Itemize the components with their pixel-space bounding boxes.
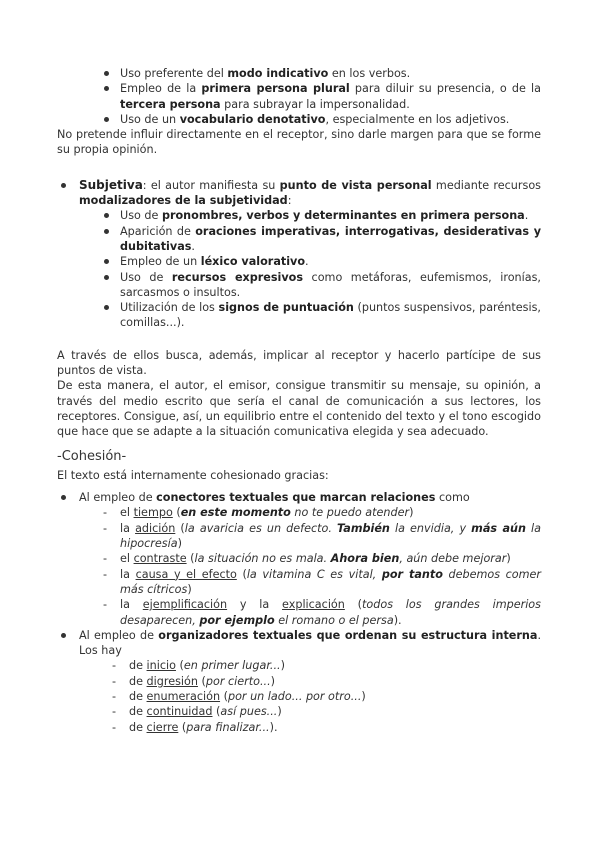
- bullet-icon: [104, 305, 109, 310]
- paragraph: El texto está internamente cohesionado gracias:: [57, 468, 329, 482]
- list-item: - el tiempo (en este momento no te puedo atender): [103, 506, 414, 520]
- bullet-icon: [61, 633, 66, 638]
- list-item: Empleo de la primera persona plural para diluir su presencia, o de la tercera persona para subrayar la impersonalidad.: [57, 81, 541, 112]
- list-item: - la causa y el efecto (la vitamina C es vital, por tanto debemos comer más cítricos): [103, 567, 541, 596]
- list-item: - la ejemplificación y la explicación (todos los grandes imperios desaparecen, por ejemplo el romano o el persa).: [103, 598, 541, 627]
- bullet-icon: [104, 259, 109, 264]
- list-item: Uso de pronombres, verbos y determinantes en primera persona.: [57, 208, 541, 223]
- list-item: - de continuidad (así pues...): [112, 705, 282, 719]
- list-item: - de inicio (en primer lugar...): [112, 659, 285, 673]
- list-item: Al empleo de organizadores textuales que ordenan su estructura interna. Los hay: [57, 628, 541, 659]
- bullet-icon: [61, 183, 66, 188]
- bullet-icon: [104, 117, 109, 122]
- bullet-icon: [104, 86, 109, 91]
- list-item-subjetiva: Subjetiva: el autor manifiesta su punto de vista personal mediante recursos modalizadores de la subjetividad:: [57, 178, 541, 209]
- list-item: - la adición (la avaricia es un defecto. También la envidia, y más aún la hipocresía): [103, 521, 541, 551]
- bullet-icon: [104, 213, 109, 218]
- dash-icon: -: [112, 674, 117, 688]
- list-item: - el contraste (la situación no es mala. Ahora bien, aún debe mejorar): [103, 552, 511, 566]
- list-item: Uso de recursos expresivos como metáforas, eufemismos, ironías, sarcasmos o insultos.: [57, 270, 541, 301]
- document-page: [57, 66, 541, 735]
- list-item: Utilización de los signos de puntuación (puntos suspensivos, paréntesis, comillas...).: [57, 300, 541, 331]
- dash-icon: -: [112, 720, 117, 734]
- dash-icon: -: [103, 521, 108, 535]
- dash-icon: -: [103, 506, 108, 520]
- dash-icon: -: [112, 705, 117, 719]
- dash-icon: -: [103, 598, 108, 612]
- list-item: - de cierre (para finalizar...).: [112, 720, 278, 734]
- section-heading: -Cohesión-: [57, 448, 127, 464]
- paragraph: De esta manera, el autor, el emisor, consigue transmitir su mensaje, su opinión, a través del medio escrito que sería el canal de comunicación a sus lectores, los receptores. Consigue, así, un equilibrio entre el contenido del texto y el tono escogido que hace que se adapte a la situación comunicativa elegida y sea adecuado.: [57, 379, 541, 439]
- bullet-icon: [61, 495, 66, 500]
- list-item: - de enumeración (por un lado... por otro...): [112, 689, 366, 703]
- list-item: Uso de un vocabulario denotativo, especialmente en los adjetivos.: [57, 112, 541, 127]
- dash-icon: -: [103, 567, 108, 581]
- dash-icon: -: [112, 689, 117, 703]
- list-item: Al empleo de conectores textuales que marcan relaciones como: [57, 490, 541, 505]
- paragraph: A través de ellos busca, además, implicar al receptor y hacerlo partícipe de sus puntos de vista.: [57, 348, 541, 378]
- list-item: Empleo de un léxico valorativo.: [57, 254, 541, 269]
- paragraph: No pretende influir directamente en el receptor, sino darle margen para que se forme su propia opinión.: [57, 128, 541, 157]
- list-item: Uso preferente del modo indicativo en los verbos.: [57, 66, 541, 81]
- bullet-icon: [104, 275, 109, 280]
- bullet-icon: [104, 229, 109, 234]
- dash-icon: -: [112, 659, 117, 673]
- dash-icon: -: [103, 552, 108, 566]
- bullet-icon: [104, 71, 109, 76]
- list-item: - de digresión (por cierto...): [112, 674, 276, 688]
- list-item: Aparición de oraciones imperativas, interrogativas, desiderativas y dubitativas.: [57, 224, 541, 255]
